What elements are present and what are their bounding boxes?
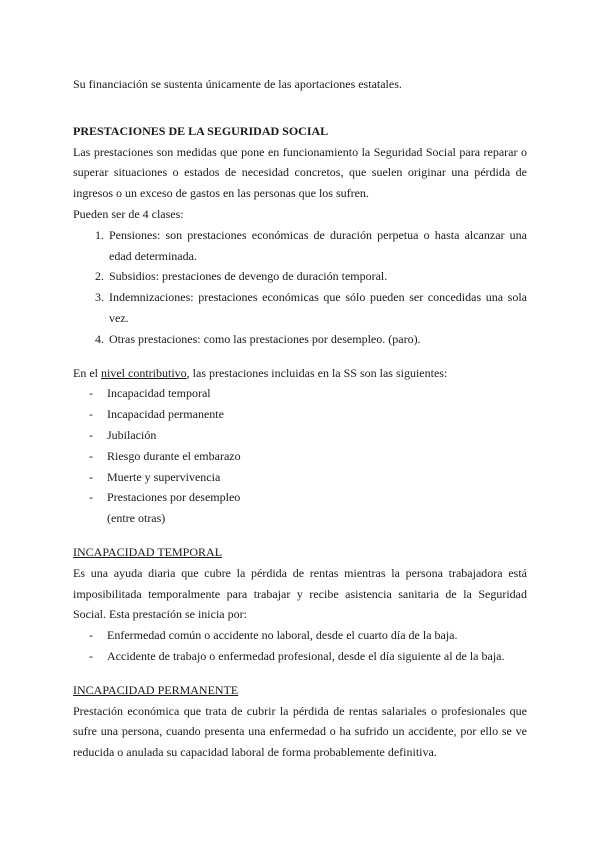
contributivo-list bbox=[73, 383, 527, 508]
list-item: - Prestaciones por desempleo bbox=[73, 487, 527, 508]
nivel-contributivo-link: nivel contributivo bbox=[101, 365, 187, 380]
spacer bbox=[73, 108, 527, 121]
list-item: 3. Indemnizaciones: prestaciones económicas que sólo pueden ser concedidas una sola vez. bbox=[107, 287, 527, 329]
list-item: - Jubilación bbox=[73, 425, 527, 446]
incapacidad-temporal-paragraph: Es una ayuda diaria que cubre la pérdida de rentas mientras la persona trabajadora está imposibilitada temporalmente para trabajar y recibe asistencia sanitaria de la Seguridad Social. Esta prestación se inicia por: bbox=[73, 565, 527, 622]
list-item: - Incapacidad permanente bbox=[73, 404, 527, 425]
spacer bbox=[73, 529, 527, 542]
spacer bbox=[73, 95, 527, 108]
list-item: - Incapacidad temporal bbox=[73, 383, 527, 404]
contributivo-prefix: En el bbox=[73, 365, 101, 380]
list-item: 2. Subsidios: prestaciones de devengo de duración temporal. bbox=[107, 266, 527, 287]
contributivo-note: (entre otras) bbox=[107, 511, 166, 526]
list-item: 1. Pensiones: son prestaciones económicas de duración perpetua o hasta alcanzar una edad determinada. bbox=[107, 225, 527, 267]
list-item: - Riesgo durante el embarazo bbox=[73, 446, 527, 467]
list-item: - Enfermedad común o accidente no laboral, desde el cuarto día de la baja. bbox=[73, 625, 527, 646]
incapacidad-temporal-list bbox=[73, 625, 527, 667]
prestaciones-heading: PRESTACIONES DE LA SEGURIDAD SOCIAL bbox=[73, 123, 329, 138]
document-page bbox=[73, 74, 527, 763]
contributivo-suffix: , las prestaciones incluidas en la SS son las siguientes: bbox=[186, 365, 448, 380]
list-item: 4. Otras prestaciones: como las prestaciones por desempleo. (paro). bbox=[107, 329, 527, 350]
incapacidad-temporal-heading: INCAPACIDAD TEMPORAL bbox=[73, 544, 223, 559]
incapacidad-permanente-heading: INCAPACIDAD PERMANENTE bbox=[73, 682, 239, 697]
spacer bbox=[73, 350, 527, 363]
clases-intro: Pueden ser de 4 clases: bbox=[73, 206, 184, 221]
intro-text: Su financiación se sustenta únicamente de las aportaciones estatales. bbox=[73, 77, 402, 91]
contributivo-intro bbox=[73, 363, 527, 384]
incapacidad-permanente-paragraph: Prestación económica que trata de cubrir la pérdida de rentas salariales o profesionales que sufre una persona, cuando presenta una enfermedad o ha sufrido un accidente, por ello se ve reducida o anulada su capacidad laboral de forma probablemente definitiva. bbox=[73, 703, 527, 760]
prestaciones-paragraph: Las prestaciones son medidas que pone en funcionamiento la Seguridad Social para reparar o superar situaciones o estados de necesidad concretos, que suelen originar una pérdida de ingresos o un exceso de gastos en las personas que los sufren. bbox=[73, 144, 527, 201]
list-item: - Muerte y supervivencia bbox=[73, 467, 527, 488]
spacer bbox=[73, 667, 527, 680]
clases-list bbox=[73, 225, 527, 350]
list-item: - Accidente de trabajo o enfermedad profesional, desde el día siguiente al de la baja. bbox=[73, 646, 527, 667]
